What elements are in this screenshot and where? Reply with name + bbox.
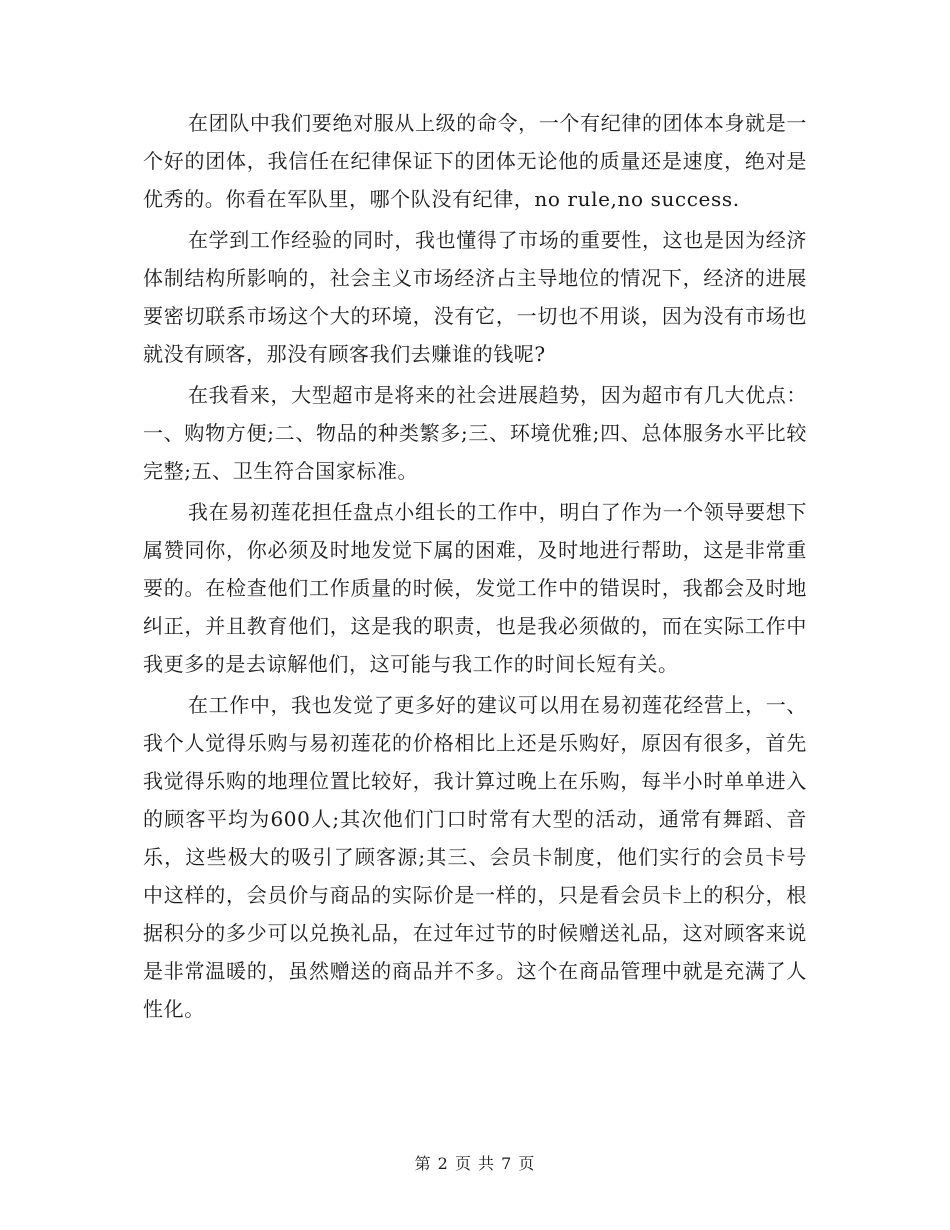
paragraph: 在学到工作经验的同时，我也懂得了市场的重要性，这也是因为经济体制结构所影响的，社会主义市场经济占主导地位的情况下，经济的进展要密切联系市场这个大的环境，没有它，一切也不用谈，因为没有市场也就没有顾客，那没有顾客我们去赚谁的钱呢? bbox=[143, 228, 807, 366]
paragraph: 在我看来，大型超市是将来的社会进展趋势，因为超市有几大优点：一、购物方便;二、物品的种类繁多;三、环境优雅;四、总体服务水平比较完整;五、卫生符合国家标准。 bbox=[143, 383, 807, 483]
page-number-footer: 第 2 页 共 7 页 bbox=[414, 1154, 536, 1173]
document-body bbox=[143, 104, 807, 1031]
paragraph: 我在易初莲花担任盘点小组长的工作中，明白了作为一个领导要想下属赞同你，你必须及时地发觉下属的困难，及时地进行帮助，这是非常重要的。在检查他们工作质量的时候，发觉工作中的错误时，我都会及时地纠正，并且教育他们，这是我的职责，也是我必须做的，而在实际工作中我更多的是去谅解他们，这可能与我工作的时间长短有关。 bbox=[143, 500, 807, 676]
paragraph: 在工作中，我也发觉了更多好的建议可以用在易初莲花经营上，一、我个人觉得乐购与易初莲花的价格相比上还是乐购好，原因有很多，首先我觉得乐购的地理位置比较好，我计算过晚上在乐购，每半小时单单进入的顾客平均为600人;其次他们门口时常有大型的活动，通常有舞蹈、音乐，这些极大的吸引了顾客源;其三、会员卡制度，他们实行的会员卡号中这样的，会员价与商品的实际价是一样的，只是看会员卡上的积分，根据积分的多少可以兑换礼品，在过年过节的时候赠送礼品，这对顾客来说是非常温暖的，虽然赠送的商品并不多。这个在商品管理中就是充满了人性化。 bbox=[143, 693, 807, 1021]
paragraph: 在团队中我们要绝对服从上级的命令，一个有纪律的团体本身就是一个好的团体，我信任在纪律保证下的团体无论他的质量还是速度，绝对是优秀的。你看在军队里，哪个队没有纪律，no rule,no success. bbox=[143, 111, 807, 211]
